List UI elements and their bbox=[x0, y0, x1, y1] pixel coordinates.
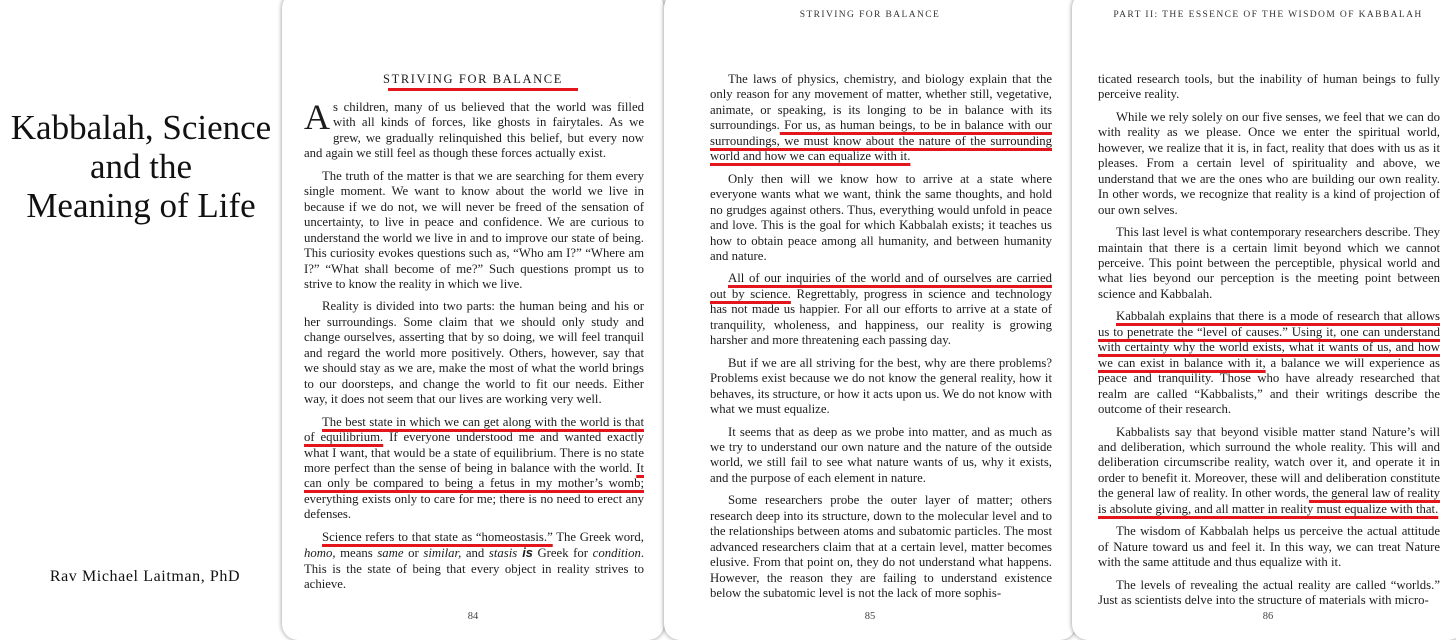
page-85-body bbox=[710, 72, 1052, 609]
paragraph: ticated research tools, but the inability of human beings to fully perceive reality. bbox=[1098, 72, 1440, 102]
highlighted-passage: the general law of reality is absolute giving, and all matter in reality must equalize with that. bbox=[1098, 486, 1440, 516]
book-title-line-1: Kabbalah, Science bbox=[10, 108, 272, 147]
highlighted-passage: The best state in which we can get along with the world is that of equilibrium. bbox=[304, 414, 644, 445]
page-number: 86 bbox=[1262, 611, 1274, 622]
paragraph: Only then will we know how to arrive at a state where everyone wants what we want, think the same thoughts, and hold no grudges against others. Thus, everything would unfold in peace and love. This is the goal for which Kabbalah exists; it teaches us how to obtain peace among all humanity, and between humanity and nature. bbox=[710, 171, 1052, 263]
page-84-body bbox=[304, 97, 645, 600]
paragraph: As children, many of us believed that the world was filled with all kinds of forces, like ghosts in fairytales. As we grew, we gradually relinquished this belief, but every now and again we still feel as though these forces actually exist. bbox=[304, 97, 644, 161]
chapter-title: STRIVING FOR BALANCE bbox=[383, 72, 563, 86]
page-86-body bbox=[1098, 72, 1440, 616]
highlighted-passage: Kabbalah explains that there is a mode of research that allows us to penetrate the “level of causes.” Using it, one can understand with certainty why the world exists, what it wants of us, and how we can exist in balance with it, bbox=[1098, 309, 1440, 370]
running-head: STRIVING FOR BALANCE bbox=[799, 10, 941, 20]
highlighted-passage: It can only be compared to being a fetus in my mother’s womb; bbox=[304, 460, 644, 491]
paragraph: While we rely solely on our five senses, we feel that we can do with reality as we please. Once we enter the spiritual world, however, we realize that it is, in fact, reality that does with us as it pleases. From a certain level of spirituality and above, we understand that we are the ones who are building our own reality. In other words, we recognize that reality is a kind of projection of our own selves. bbox=[1098, 109, 1440, 217]
paragraph: Kabbalists say that beyond visible matter stand Nature’s will and deliberation, which surround the whole reality. This will and deliberation circumscribe reality, watch over it, and operate it in order to benefit it. Moreover, these will and deliberation constitute the general law of reality. In other words, the general law of reality is absolute giving, and all matter in reality must equalize with that. bbox=[1098, 424, 1440, 516]
highlighted-passage: For us, as human beings, to be in balance with our surroundings, we must know about the nature of the surrounding world and how we can equalize with it. bbox=[710, 118, 1052, 164]
page-number: 85 bbox=[864, 611, 876, 622]
highlighted-passage: Science refers to that state as “homeostasis.” bbox=[322, 529, 553, 544]
paragraph: The laws of physics, chemistry, and biology explain that the only reason for any movement of matter, whether still, vegetative, animate, or speaking, is its longing to be in balance with its surroundings. For us, as human beings, to be in balance with our surroundings, we must know about the nature of the surrounding world and how we can equalize with it. bbox=[710, 72, 1052, 164]
paragraph: Science refers to that state as “homeostasis.” The Greek word, homo, means same or similar, and stasis is Greek for condition. This is the state of being that every object in reality strives to achieve. bbox=[304, 529, 645, 592]
paragraph: Some researchers probe the outer layer of matter; others research deep into its structure, down to the molecular level and to the relationships between atoms and subatomic particles. The most advanced researchers claim that at a certain level, matter becomes elusive. From that point on, they do not understand what happens. However, the reason they are failing to understand existence below the subatomic level is not the lack of more sophis- bbox=[710, 493, 1052, 601]
running-head: PART II: THE ESSENCE OF THE WISDOM OF KABBALAH bbox=[1113, 10, 1423, 20]
chapter-title-underline bbox=[388, 88, 578, 91]
page-85[interactable] bbox=[664, 0, 1076, 640]
page-number: 84 bbox=[467, 611, 479, 622]
paragraph: Kabbalah explains that there is a mode of research that allows us to penetrate the “level of causes.” Using it, one can understand with certainty why the world exists, what it wants of us, and how we can exist in balance with it, a balance we will experience as peace and tranquility. Those who have already researched that realm are called “Kabbalists,” and their writings describe the outcome of their research. bbox=[1098, 309, 1440, 417]
paragraph: But if we are all striving for the best, why are there problems? Problems exist because we do not know the general reality, how it behaves, its structure, or how it acts upon us. We do not know with what we must equalize. bbox=[710, 355, 1052, 417]
book-title bbox=[0, 108, 282, 225]
book-title-line-3: Meaning of Life bbox=[26, 186, 256, 225]
drop-cap: A bbox=[304, 97, 330, 137]
paragraph: The best state in which we can get along with the world is that of equilibrium. If everyone understood me and wanted exactly what I want, that would be a state of equilibrium. There is no state more perfect than the sense of being in balance with the world. It can only be compared to being a fetus in my mother’s womb; everything exists only to care for me; there is no need to erect any defenses. bbox=[304, 414, 644, 522]
paragraph: The wisdom of Kabbalah helps us perceive the actual attitude of Nature toward us and feel it. In this way, we can treat Nature with the same attitude and thus equalize with it. bbox=[1098, 524, 1440, 570]
page-86[interactable] bbox=[1072, 0, 1456, 640]
book-cover bbox=[0, 0, 282, 635]
paragraph: The levels of revealing the actual reality are called “worlds.” Just as scientists delve into the structure of materials with micro- bbox=[1098, 577, 1440, 608]
paragraph: All of our inquiries of the world and of ourselves are carried out by science. Regrettably, progress in science and technology has not made us happier. For all our efforts to arrive at a state of tranquility, wholeness, and happiness, our reality is growing harsher and more threatening each passing day. bbox=[710, 271, 1052, 348]
highlighted-passage: All of our inquiries of the world and of ourselves are carried out by science. bbox=[710, 271, 1052, 301]
book-title-line-2: and the bbox=[89, 147, 193, 186]
paragraph: It seems that as deep as we probe into matter, and as much as we try to understand our own nature and the nature of the outside world, we still fail to see what nature wants of us, why it exists, and the purpose of each element in nature. bbox=[710, 424, 1052, 485]
paragraph: Reality is divided into two parts: the human being and his or her surroundings. Some claim that we should only study and change ourselves, asserting that by so doing, we will feel tranquil and regard the world more positively. Others, however, say that we should stay as we are, make the most of what the world brings to our doorsteps, and change the world to fit our needs. Either way, it does not seem that our lives are working very well. bbox=[304, 299, 644, 407]
page-84[interactable] bbox=[282, 0, 664, 640]
paragraph: This last level is what contemporary researchers describe. They maintain that there is a certain limit beyond which we cannot perceive. This point between the perceptible, physical world and what lies beyond our perception is the meeting point between science and Kabbalah. bbox=[1098, 225, 1440, 301]
book-author: Rav Michael Laitman, PhD bbox=[49, 568, 241, 585]
paragraph: The truth of the matter is that we are searching for them every single moment. We want to know about the world we live in because if we do not, we will never be freed of the sensation of uncertainty, to live in peace and confidence. We are curious to understand the world we live in and to improve our state of being. This curiosity evokes questions such as, “Who am I?” “Where am I?” “What shall become of me?” Such questions prompt us to strive to know the reality in which we live. bbox=[304, 168, 644, 291]
